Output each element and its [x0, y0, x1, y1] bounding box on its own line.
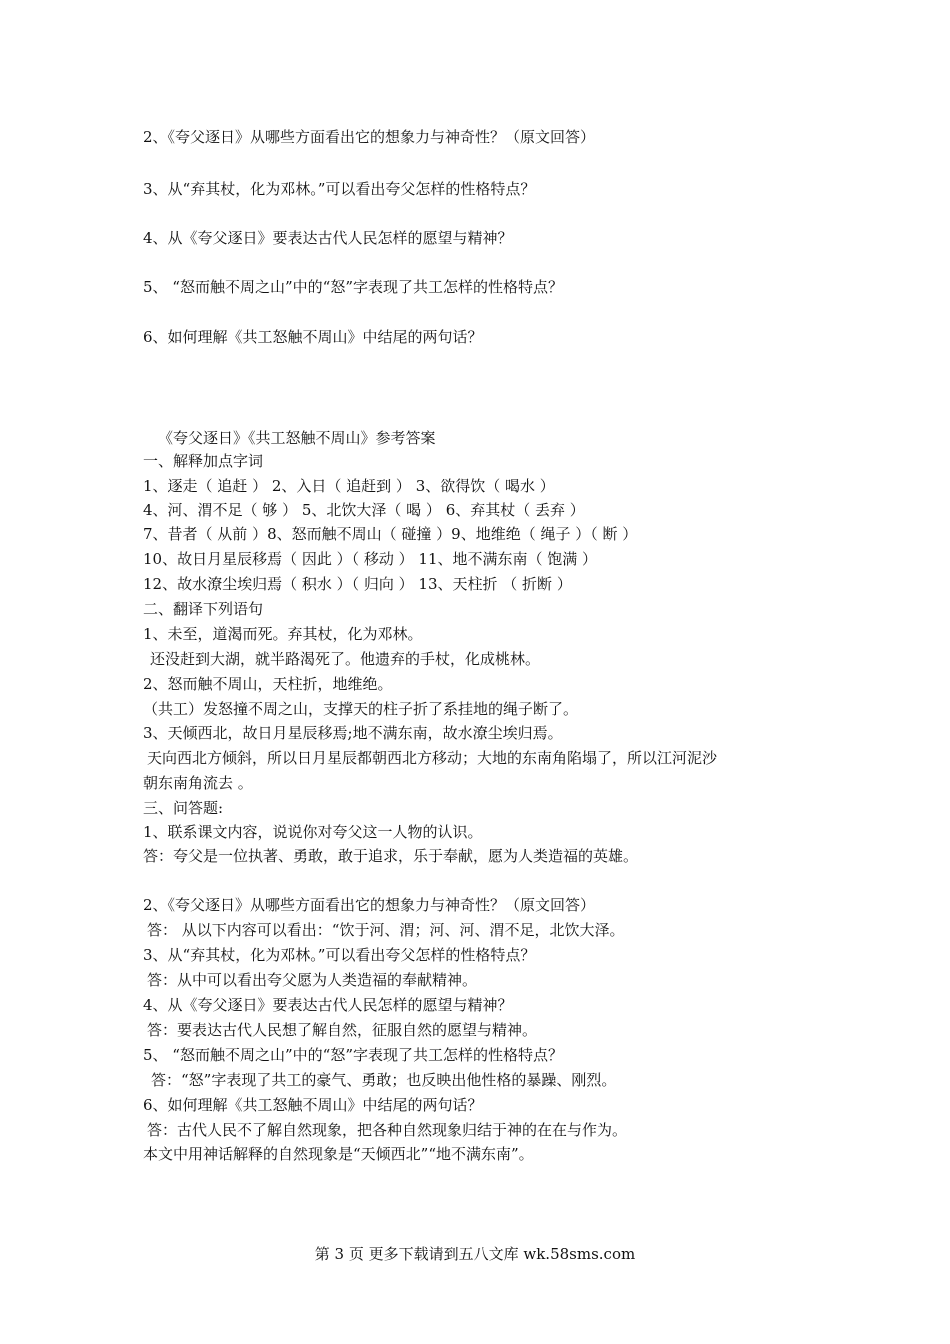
answer-key-title: 《夸父逐日》《共工怒触不周山》参考答案 [158, 429, 436, 447]
section2-line: （共工）发怒撞不周之山，支撑天的柱子折了系挂地的绳子断了。 [143, 700, 579, 718]
section3-heading: 三、问答题: [143, 799, 224, 817]
section3-line: 答：古代人民不了解自然现象，把各种自然现象归结于神的在在与作为。 [147, 1121, 628, 1139]
section2-line: 天向西北方倾斜，所以日月星辰都朝西北方移动；大地的东南角陷塌了，所以江河泥沙 [147, 749, 718, 767]
section1-line: 12、故水潦尘埃归焉（ 积水 ）（ 归向 ） 13、天柱折 （ 折断 ） [143, 575, 572, 593]
section3-line: 1、联系课文内容，说说你对夸父这一人物的认识。 [143, 823, 483, 841]
section3-line: 3、从“弃其杖，化为邓林。”可以看出夸父怎样的性格特点？ [143, 946, 536, 964]
question-2: 2、《夸父逐日》从哪些方面看出它的想象力与神奇性？（原文回答） [143, 128, 596, 146]
section3-line: 答：从中可以看出夸父愿为人类造福的奉献精神。 [147, 971, 478, 989]
question-4: 4、从《夸父逐日》要表达古代人民怎样的愿望与精神？ [143, 229, 513, 247]
section1-line: 4、河、渭不足（ 够 ） 5、北饮大泽（ 喝 ） 6、弃其杖（ 丢弃 ） [143, 501, 585, 519]
section3-line: 4、从《夸父逐日》要表达古代人民怎样的愿望与精神？ [143, 996, 513, 1014]
section3-line: 5、 “怒而触不周之山”中的“怒”字表现了共工怎样的性格特点？ [143, 1046, 563, 1064]
section2-line: 3、天倾西北，故日月星辰移焉;地不满东南，故水潦尘埃归焉。 [143, 724, 563, 742]
section3-line: 答：夸父是一位执著、勇敢，敢于追求，乐于奉献，愿为人类造福的英雄。 [143, 847, 639, 865]
section3-line: 答：要表达古代人民想了解自然，征服自然的愿望与精神。 [147, 1021, 538, 1039]
section1-line: 1、逐走（ 追赶 ） 2、入日（ 追赶到 ） 3、欲得饮（ 喝水 ） [143, 477, 555, 495]
page-footer: 第 3 页 更多下载请到五八文库 wk.58sms.com [314, 1245, 636, 1263]
section2-line: 还没赶到大湖，就半路渴死了。他遗弃的手杖，化成桃林。 [150, 650, 541, 668]
section2-line: 朝东南角流去 。 [143, 774, 253, 792]
section3-line: 6、如何理解《共工怒触不周山》中结尾的两句话？ [143, 1096, 483, 1114]
section3-line: 本文中用神话解释的自然现象是“天倾西北”“地不满东南”。 [143, 1145, 534, 1163]
section2-heading: 二、翻译下列语句 [143, 600, 264, 618]
question-6: 6、如何理解《共工怒触不周山》中结尾的两句话？ [143, 328, 483, 346]
section1-line: 10、故日月星辰移焉（ 因此 ）（ 移动 ） 11、地不满东南（ 饱满 ） [143, 550, 598, 568]
question-5: 5、 “怒而触不周之山”中的“怒”字表现了共工怎样的性格特点？ [143, 278, 563, 296]
question-3: 3、从“弃其杖，化为邓林。”可以看出夸父怎样的性格特点？ [143, 180, 536, 198]
section3-line: 答：“怒”字表现了共工的豪气、勇敢；也反映出他性格的暴躁、刚烈。 [151, 1071, 617, 1089]
section2-line: 1、未至，道渴而死。弃其杖，化为邓林。 [143, 625, 423, 643]
section1-line: 7、昔者（ 从前 ）8、怒而触不周山（ 碰撞 ）9、地维绝（ 绳子 ）（ 断 ） [143, 525, 638, 543]
section1-heading: 一、解释加点字词 [143, 452, 264, 470]
section2-line: 2、怒而触不周山，天柱折，地维绝。 [143, 675, 393, 693]
section3-line: 2、《夸父逐日》从哪些方面看出它的想象力与神奇性？（原文回答） [143, 896, 596, 914]
section3-line: 答： 从以下内容可以看出：“饮于河、渭；河、河、渭不足，北饮大泽。 [147, 921, 625, 939]
